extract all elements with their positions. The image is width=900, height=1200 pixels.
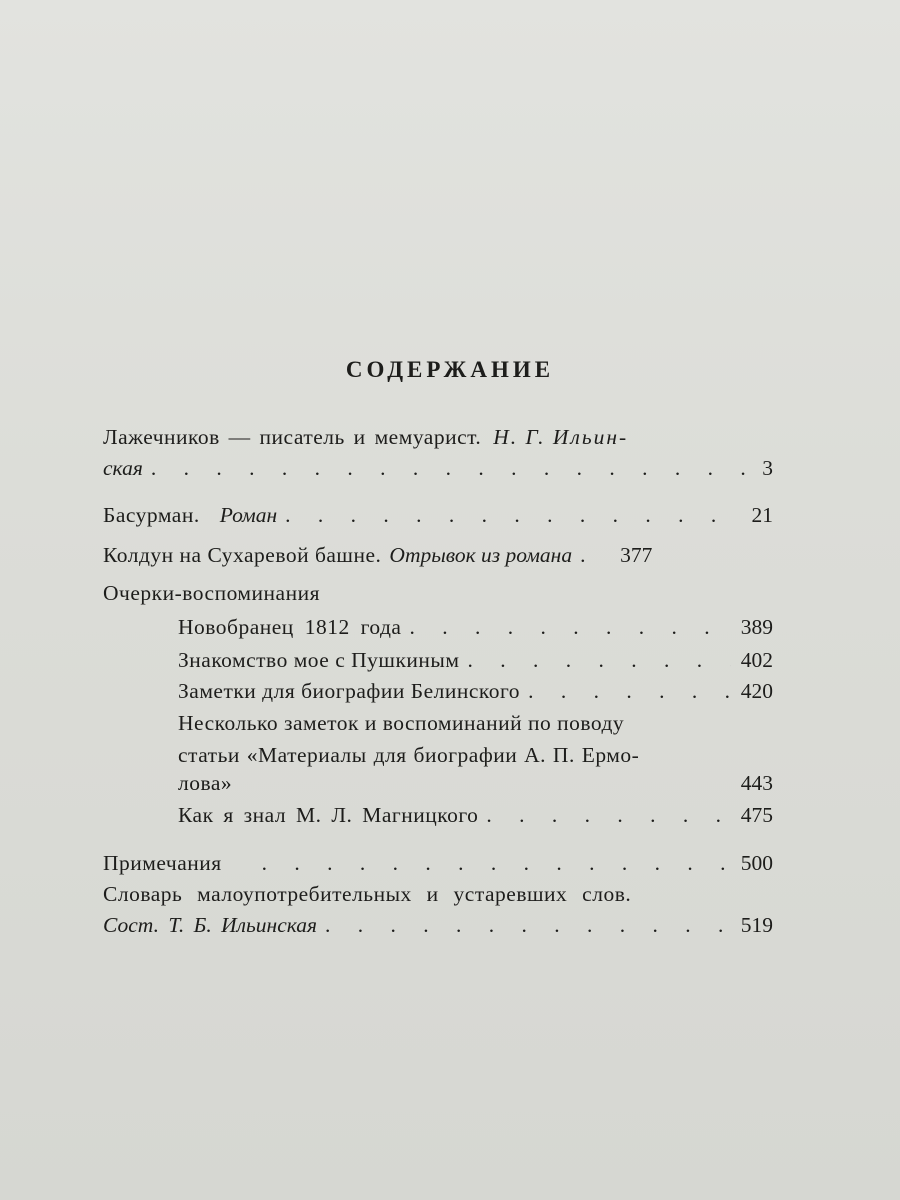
leader-dots (317, 913, 731, 938)
toc-entry-notes (103, 851, 773, 876)
toc-entry-koldun (103, 543, 773, 568)
entry-title: Несколько заметок и воспоминаний по поводу (178, 711, 625, 735)
toc-entry-intro-line1 (103, 425, 773, 450)
toc-entry-intro-line2 (103, 456, 773, 481)
toc-entry-ermolov-line1 (178, 711, 773, 736)
toc-entry-belinsky (178, 679, 773, 704)
entry-title: Как я знал М. Л. Магницкого (178, 803, 479, 827)
entry-title: Лажечников — писатель и мемуарист. (103, 425, 482, 449)
section-heading-essays: Очерки-воспоминания (103, 581, 320, 605)
entry-title: Заметки для биографии Белинского (178, 679, 521, 703)
page-number: 500 (740, 851, 773, 875)
toc-entry-glossary-line2 (103, 913, 773, 938)
contents-heading: СОДЕРЖАНИЕ (345, 357, 555, 382)
entry-title: Словарь малоупотребительных и устаревших слов. (103, 882, 632, 906)
entry-subtitle: Роман (219, 503, 278, 527)
page-number: 443 (740, 771, 773, 795)
page-number: 402 (740, 648, 773, 672)
entry-author: Сост. Т. Б. Ильинская (103, 913, 318, 937)
entry-subtitle: Отрывок из романа (389, 543, 573, 567)
leader-dots (478, 803, 730, 828)
leader-dots (277, 503, 741, 528)
leader-dots (401, 615, 730, 640)
page-number: 420 (740, 679, 773, 703)
page-number: 475 (740, 803, 773, 827)
toc-entry-basurman (103, 503, 773, 528)
entry-author-cont: ская (103, 456, 143, 480)
leader-dots (143, 456, 752, 481)
leader-dots (459, 648, 730, 673)
leader-dots (572, 543, 610, 568)
entry-title: Колдун на Сухаревой башне. (103, 543, 382, 567)
toc-entry-ermolov-line3 (178, 771, 773, 796)
toc-entry-glossary-line1 (103, 882, 773, 907)
toc-entry-magnitsky (178, 803, 773, 828)
leader-dots (520, 679, 731, 704)
entry-title-cont: статьи «Материалы для биографии А. П. Ермо- (178, 743, 640, 767)
page-number: 519 (740, 913, 773, 937)
entry-author: Н. Г. Ильин- (493, 425, 629, 449)
page-number: 389 (740, 615, 773, 639)
toc-entry-novobranets (178, 615, 773, 640)
toc-entry-ermolov-line2 (178, 743, 773, 768)
page-number: 21 (751, 503, 773, 527)
entry-title: Знакомство мое с Пушкиным (178, 648, 460, 672)
leader-dots (222, 851, 731, 876)
entry-title: Новобранец 1812 года (178, 615, 402, 639)
entry-title: Басурман. (103, 503, 200, 527)
page-number: 377 (620, 543, 653, 567)
toc-entry-pushkin (178, 648, 773, 673)
entry-title-cont: лова» (178, 771, 233, 795)
entry-title: Примечания (103, 851, 222, 875)
page-number: 3 (762, 456, 773, 480)
